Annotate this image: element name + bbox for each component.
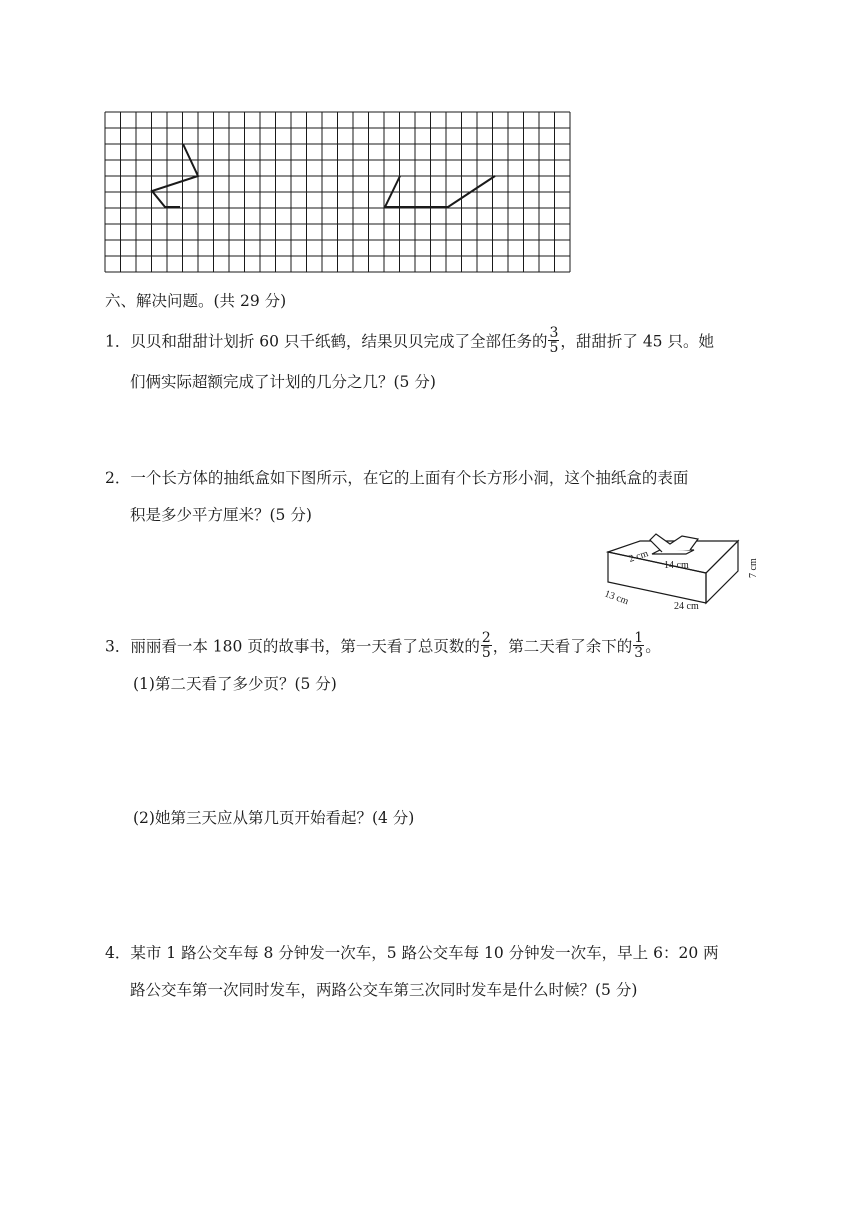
- box-side-face: [706, 541, 738, 603]
- question-number: 2．: [105, 469, 131, 487]
- question-text: 贝贝和甜甜计划折 60 只千纸鹤，结果贝贝完成了全部任务的: [130, 332, 548, 351]
- fraction-denominator: 5: [481, 645, 491, 661]
- fraction-numerator: 2: [481, 630, 491, 646]
- question-4-line-1: [105, 943, 719, 963]
- question-3-sub-2: (2)她第三天应从第几页开始看起？(4 分): [133, 809, 415, 827]
- question-3-line-1: [105, 630, 661, 662]
- fraction: [481, 631, 492, 660]
- section-title: 六、解决问题。(共 29 分): [105, 292, 287, 310]
- symmetry-grid-figure: [0, 0, 860, 290]
- label-depth: 13 cm: [602, 588, 630, 608]
- question-1-line-1: [105, 325, 714, 357]
- question-text: 。: [645, 637, 661, 656]
- question-text: ，甜甜折了 45 只。她: [560, 332, 714, 351]
- label-height: 7 cm: [748, 558, 759, 578]
- question-number: 4．: [105, 944, 131, 962]
- question-text: 某市 1 路公交车每 8 分钟发一次车，5 路公交车每 10 分钟发一次车，早上 6：20 两: [130, 944, 719, 962]
- tissue-box-figure: [600, 530, 770, 614]
- fraction-numerator: 1: [634, 630, 644, 646]
- grid-lines: [105, 112, 570, 272]
- question-text: ，第二天看了余下的: [492, 637, 633, 656]
- fraction-denominator: 5: [549, 340, 559, 356]
- question-text: 一个长方体的抽纸盒如下图所示，在它的上面有个长方形小洞，这个抽纸盒的表面: [130, 469, 689, 487]
- question-4-line-2: 路公交车第一次同时发车，两路公交车第三次同时发车是什么时候？(5 分): [130, 981, 638, 999]
- question-1-line-2: 们俩实际超额完成了计划的几分之几？(5 分): [130, 373, 436, 391]
- fraction-denominator: 3: [634, 645, 644, 661]
- fraction-numerator: 3: [549, 325, 559, 341]
- fraction: [548, 326, 559, 355]
- question-number: 3．: [105, 637, 131, 656]
- label-hole-length: 14 cm: [664, 560, 689, 571]
- question-2-line-1: [105, 468, 688, 488]
- question-text: 丽丽看一本 180 页的故事书，第一天看了总页数的: [130, 637, 480, 656]
- question-2-line-2: 积是多少平方厘米？(5 分): [130, 506, 312, 524]
- tissue-paper: [650, 534, 698, 552]
- label-hole-width: 2 cm: [627, 548, 650, 565]
- fraction: [633, 631, 644, 660]
- question-number: 1．: [105, 332, 131, 351]
- question-3-sub-1: (1)第二天看了多少页？(5 分): [133, 675, 337, 693]
- label-length: 24 cm: [674, 601, 699, 612]
